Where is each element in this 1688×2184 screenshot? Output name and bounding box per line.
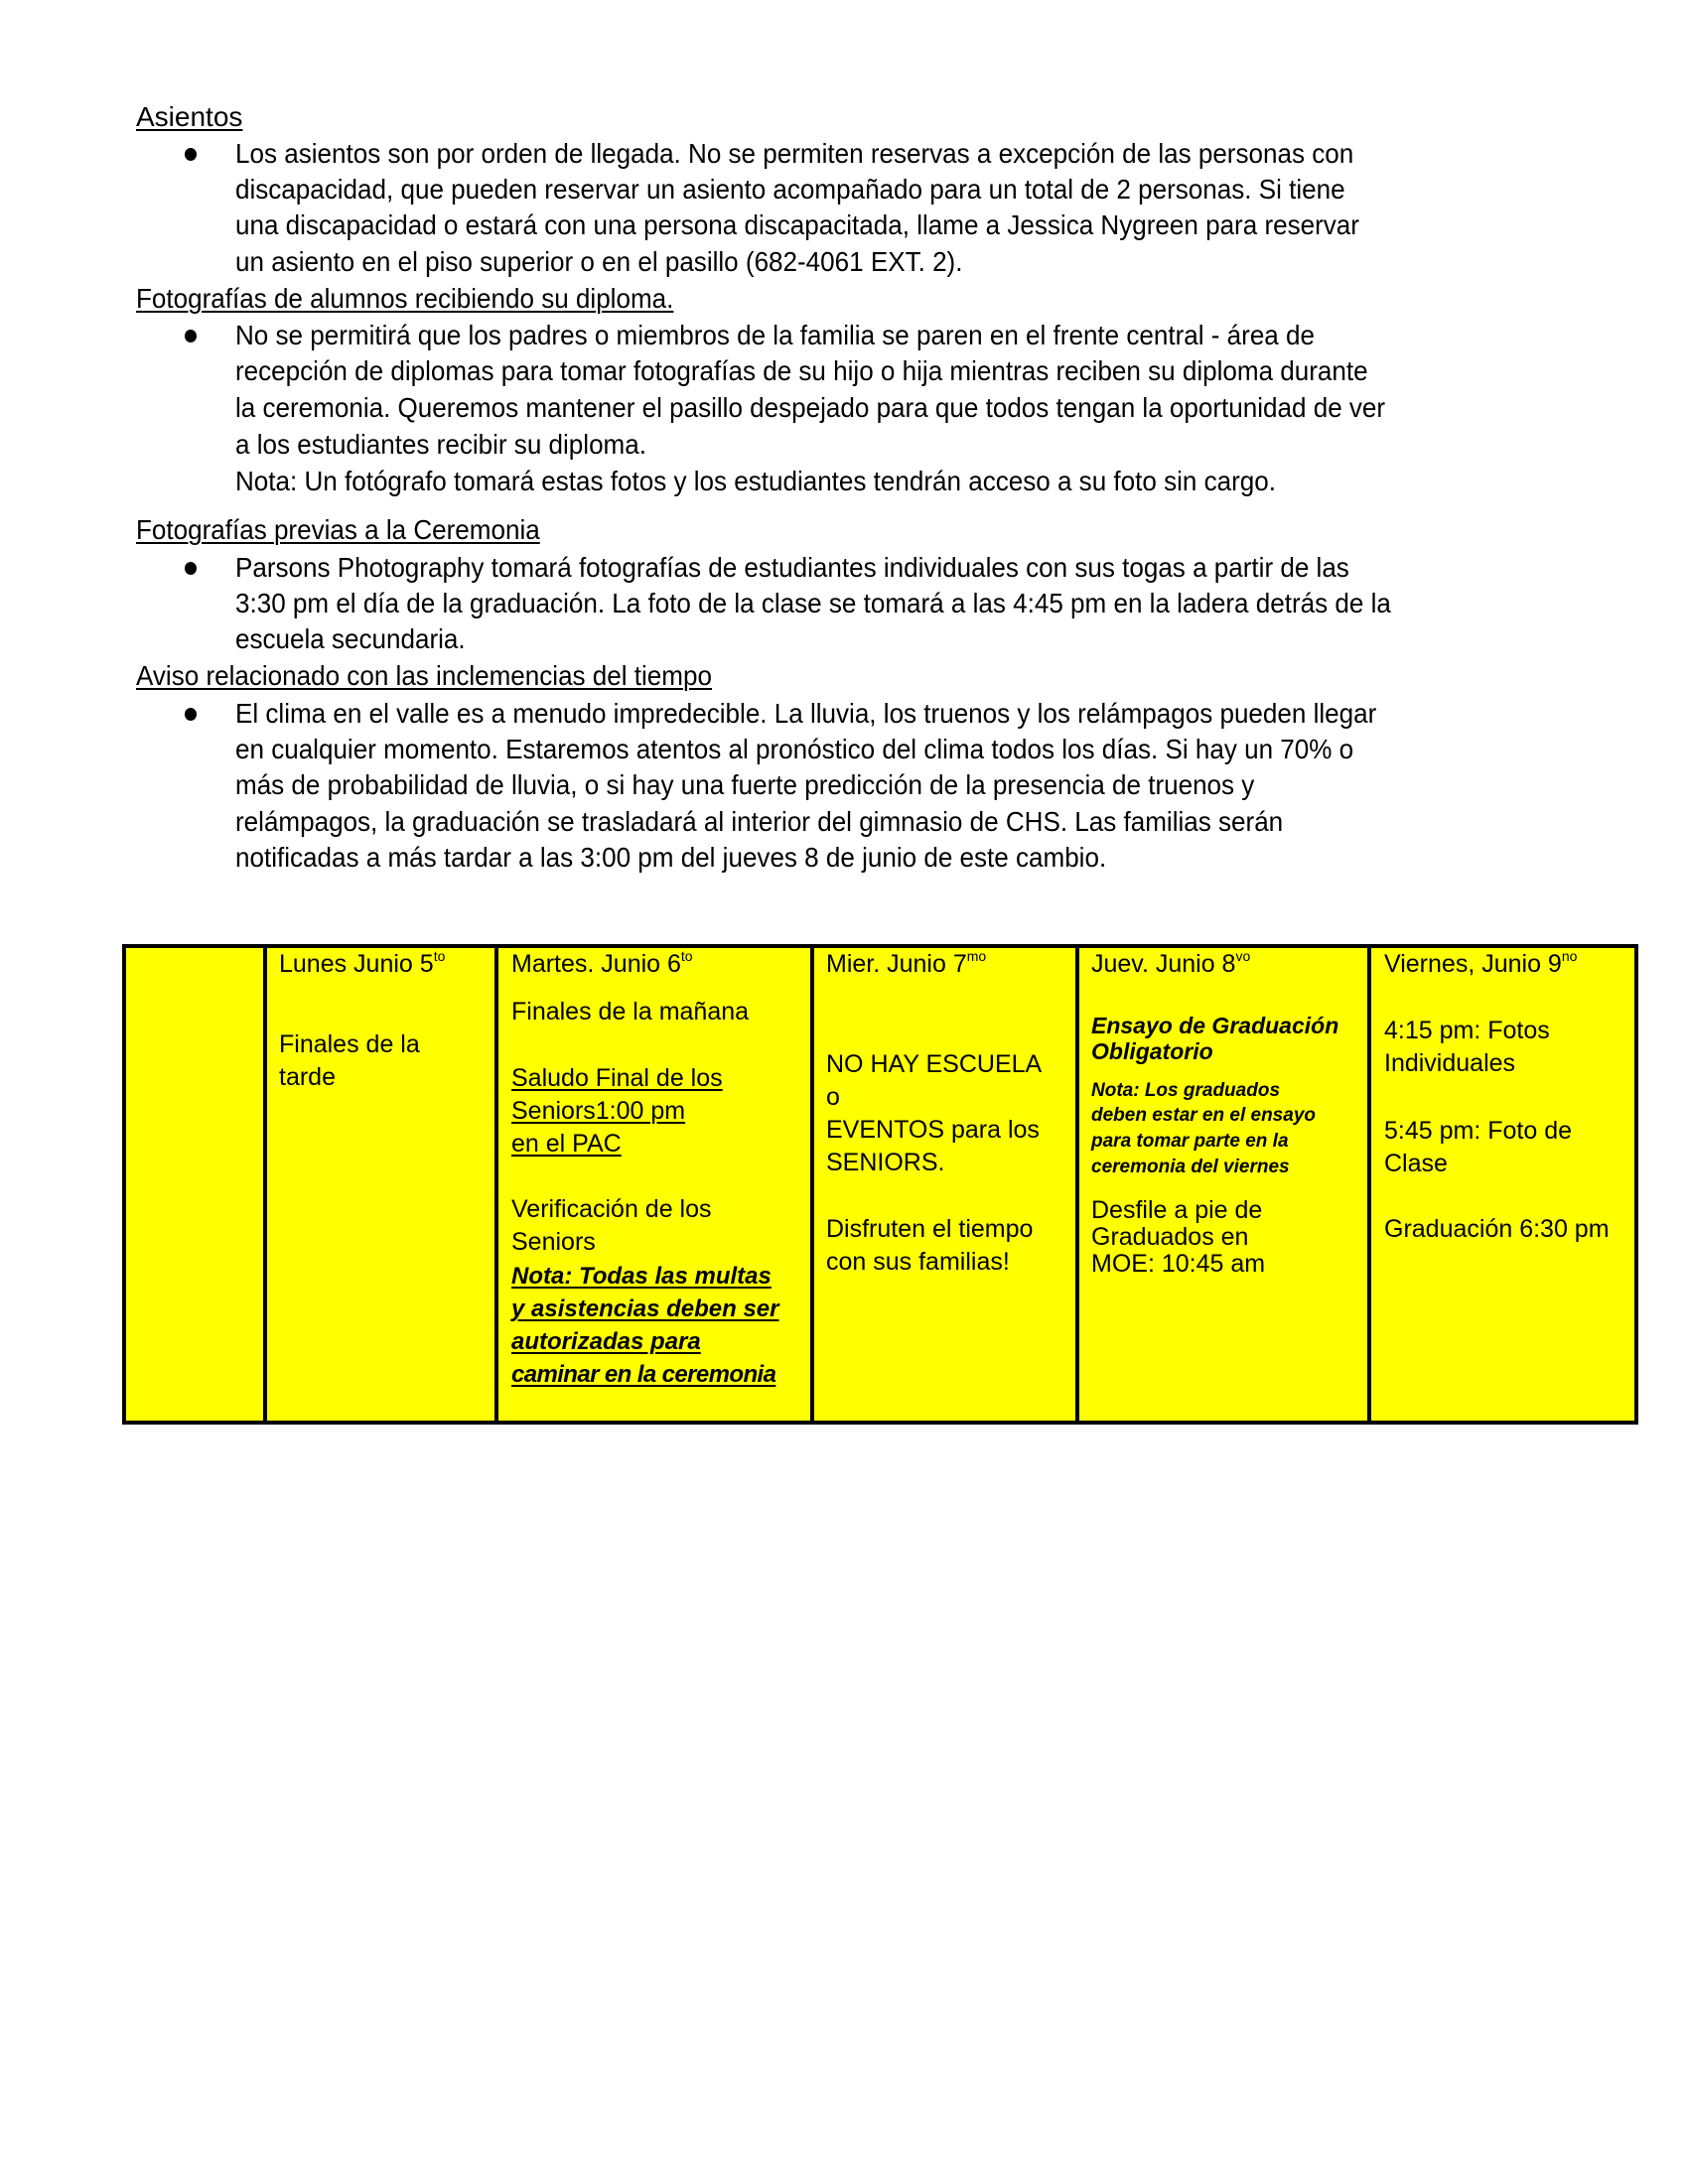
martes-event: Finales de la mañana (511, 998, 750, 1025)
martes-nota: Nota: Todas las multas (511, 1263, 772, 1290)
column-divider (263, 944, 267, 1425)
miercoles-event: SENIORS. (826, 1149, 945, 1176)
day-header-lunes: Lunes Junio $5^{to}$ (279, 948, 446, 978)
martes-nota: caminar en la ceremonia (511, 1361, 776, 1388)
jueves-nota: ceremonia del viernes (1091, 1157, 1290, 1177)
aviso-line-3: más de probabilidad de lluvia, o si hay una fuerte predicción de la presencia de truenos y (235, 769, 1255, 800)
column-divider (1367, 944, 1371, 1425)
martes-event: en el PAC (511, 1130, 622, 1158)
bullet-icon (185, 562, 197, 575)
miercoles-event: con sus familias! (826, 1248, 1010, 1276)
aviso-line-2: en cualquier momento. Estaremos atentos al pronóstico del clima todos los días. Si hay un 70% o (235, 734, 1354, 764)
jueves-ensayo: Obligatorio (1091, 1038, 1213, 1064)
diploma-line-3: la ceremonia. Queremos mantener el pasillo despejado para que todos tengan la oportunidad de ver (235, 392, 1386, 423)
diploma-line-4: a los estudiantes recibir su diploma. (235, 429, 646, 460)
viernes-event: Graduación 6:30 pm (1384, 1215, 1610, 1243)
jueves-nota: para tomar parte en la (1091, 1131, 1289, 1152)
diploma-line-1: No se permitirá que los padres o miembros de la familia se paren en el frente central - área de (235, 320, 1315, 350)
asientos-line-2: discapacidad, que pueden reservar un asiento acompañado para un total de 2 personas. Si tiene (235, 174, 1345, 205)
asientos-line-1: Los asientos son por orden de llegada. No se permiten reservas a excepción de las personas con (235, 138, 1354, 169)
aviso-line-5: notificadas a más tardar a las 3:00 pm del jueves 8 de junio de este cambio. (235, 842, 1107, 873)
column-divider (1075, 944, 1079, 1425)
jueves-nota: deben estar en el ensayo (1091, 1105, 1316, 1126)
jueves-nota: Nota: Los graduados (1091, 1080, 1281, 1101)
day-header-martes: Martes. Junio $6^{to}$ (511, 948, 693, 978)
jueves-event: MOE: 10:45 am (1091, 1250, 1266, 1278)
viernes-event: Clase (1384, 1150, 1448, 1177)
miercoles-event: o (826, 1083, 840, 1111)
martes-event: Seniors (511, 1228, 596, 1256)
column-divider (810, 944, 814, 1425)
bullet-icon (185, 330, 197, 342)
diploma-line-2: recepción de diplomas para tomar fotografías de su hijo o hija mientras reciben su diploma durante (235, 355, 1368, 386)
previas-line-1: Parsons Photography tomará fotografías de estudiantes individuales con sus togas a partir de las (235, 552, 1349, 583)
martes-nota: autorizadas para (511, 1328, 701, 1355)
viernes-event: 5:45 pm: Foto de (1384, 1117, 1573, 1145)
asientos-line-4: un asiento en el piso superior o en el pasillo (682-4061 EXT. 2). (235, 246, 963, 277)
martes-event: Seniors1:00 pm (511, 1097, 686, 1125)
martes-event: Saludo Final de los (511, 1064, 723, 1092)
bullet-icon (185, 148, 197, 161)
viernes-event: 4:15 pm: Fotos (1384, 1017, 1550, 1044)
day-header-viernes: Viernes, Junio $9^{no}$ (1384, 948, 1578, 978)
column-divider (494, 944, 498, 1425)
viernes-event: Individuales (1384, 1049, 1516, 1077)
day-header-jueves: Juev. Junio $8^{vo}$ (1091, 948, 1251, 978)
bullet-icon (185, 708, 197, 721)
section-heading-fotografias-diploma: Fotografías de alumnos recibiendo su diploma. (136, 283, 674, 314)
previas-line-3: escuela secundaria. (235, 623, 466, 654)
miercoles-event: Disfruten el tiempo (826, 1215, 1034, 1243)
diploma-nota: Nota: Un fotógrafo tomará estas fotos y los estudiantes tendrán acceso a su foto sin cargo. (235, 466, 1276, 496)
jueves-event: Desfile a pie de (1091, 1196, 1263, 1224)
jueves-ensayo: Ensayo de Graduación (1091, 1013, 1339, 1038)
previas-line-2: 3:30 pm el día de la graduación. La foto de la clase se tomará a las 4:45 pm en la ladera detrás de la (235, 588, 1391, 618)
martes-event: Verificación de los (511, 1195, 712, 1223)
section-heading-fotografias-previas: Fotografías previas a la Ceremonia (136, 514, 540, 545)
lunes-event: Finales de la (279, 1030, 420, 1058)
day-header-miercoles: Mier. Junio $7^{mo}$ (826, 948, 987, 978)
lunes-event: tarde (279, 1063, 336, 1091)
miercoles-event: EVENTOS para los (826, 1116, 1040, 1144)
asientos-line-3: una discapacidad o estará con una persona discapacitada, llame a Jessica Nygreen para reservar (235, 209, 1359, 240)
miercoles-event: NO HAY ESCUELA (826, 1050, 1043, 1078)
section-heading-aviso-tiempo: Aviso relacionado con las inclemencias del tiempo (136, 660, 712, 691)
aviso-line-4: relámpagos, la graduación se trasladará al interior del gimnasio de CHS. Las familias serán (235, 806, 1284, 837)
martes-nota: y asistencias deben ser (511, 1296, 779, 1322)
jueves-event: Graduados en (1091, 1223, 1249, 1251)
aviso-line-1: El clima en el valle es a menudo impredecible. La lluvia, los truenos y los relámpagos pueden llegar (235, 698, 1377, 729)
section-heading-asientos: Asientos (136, 101, 243, 132)
